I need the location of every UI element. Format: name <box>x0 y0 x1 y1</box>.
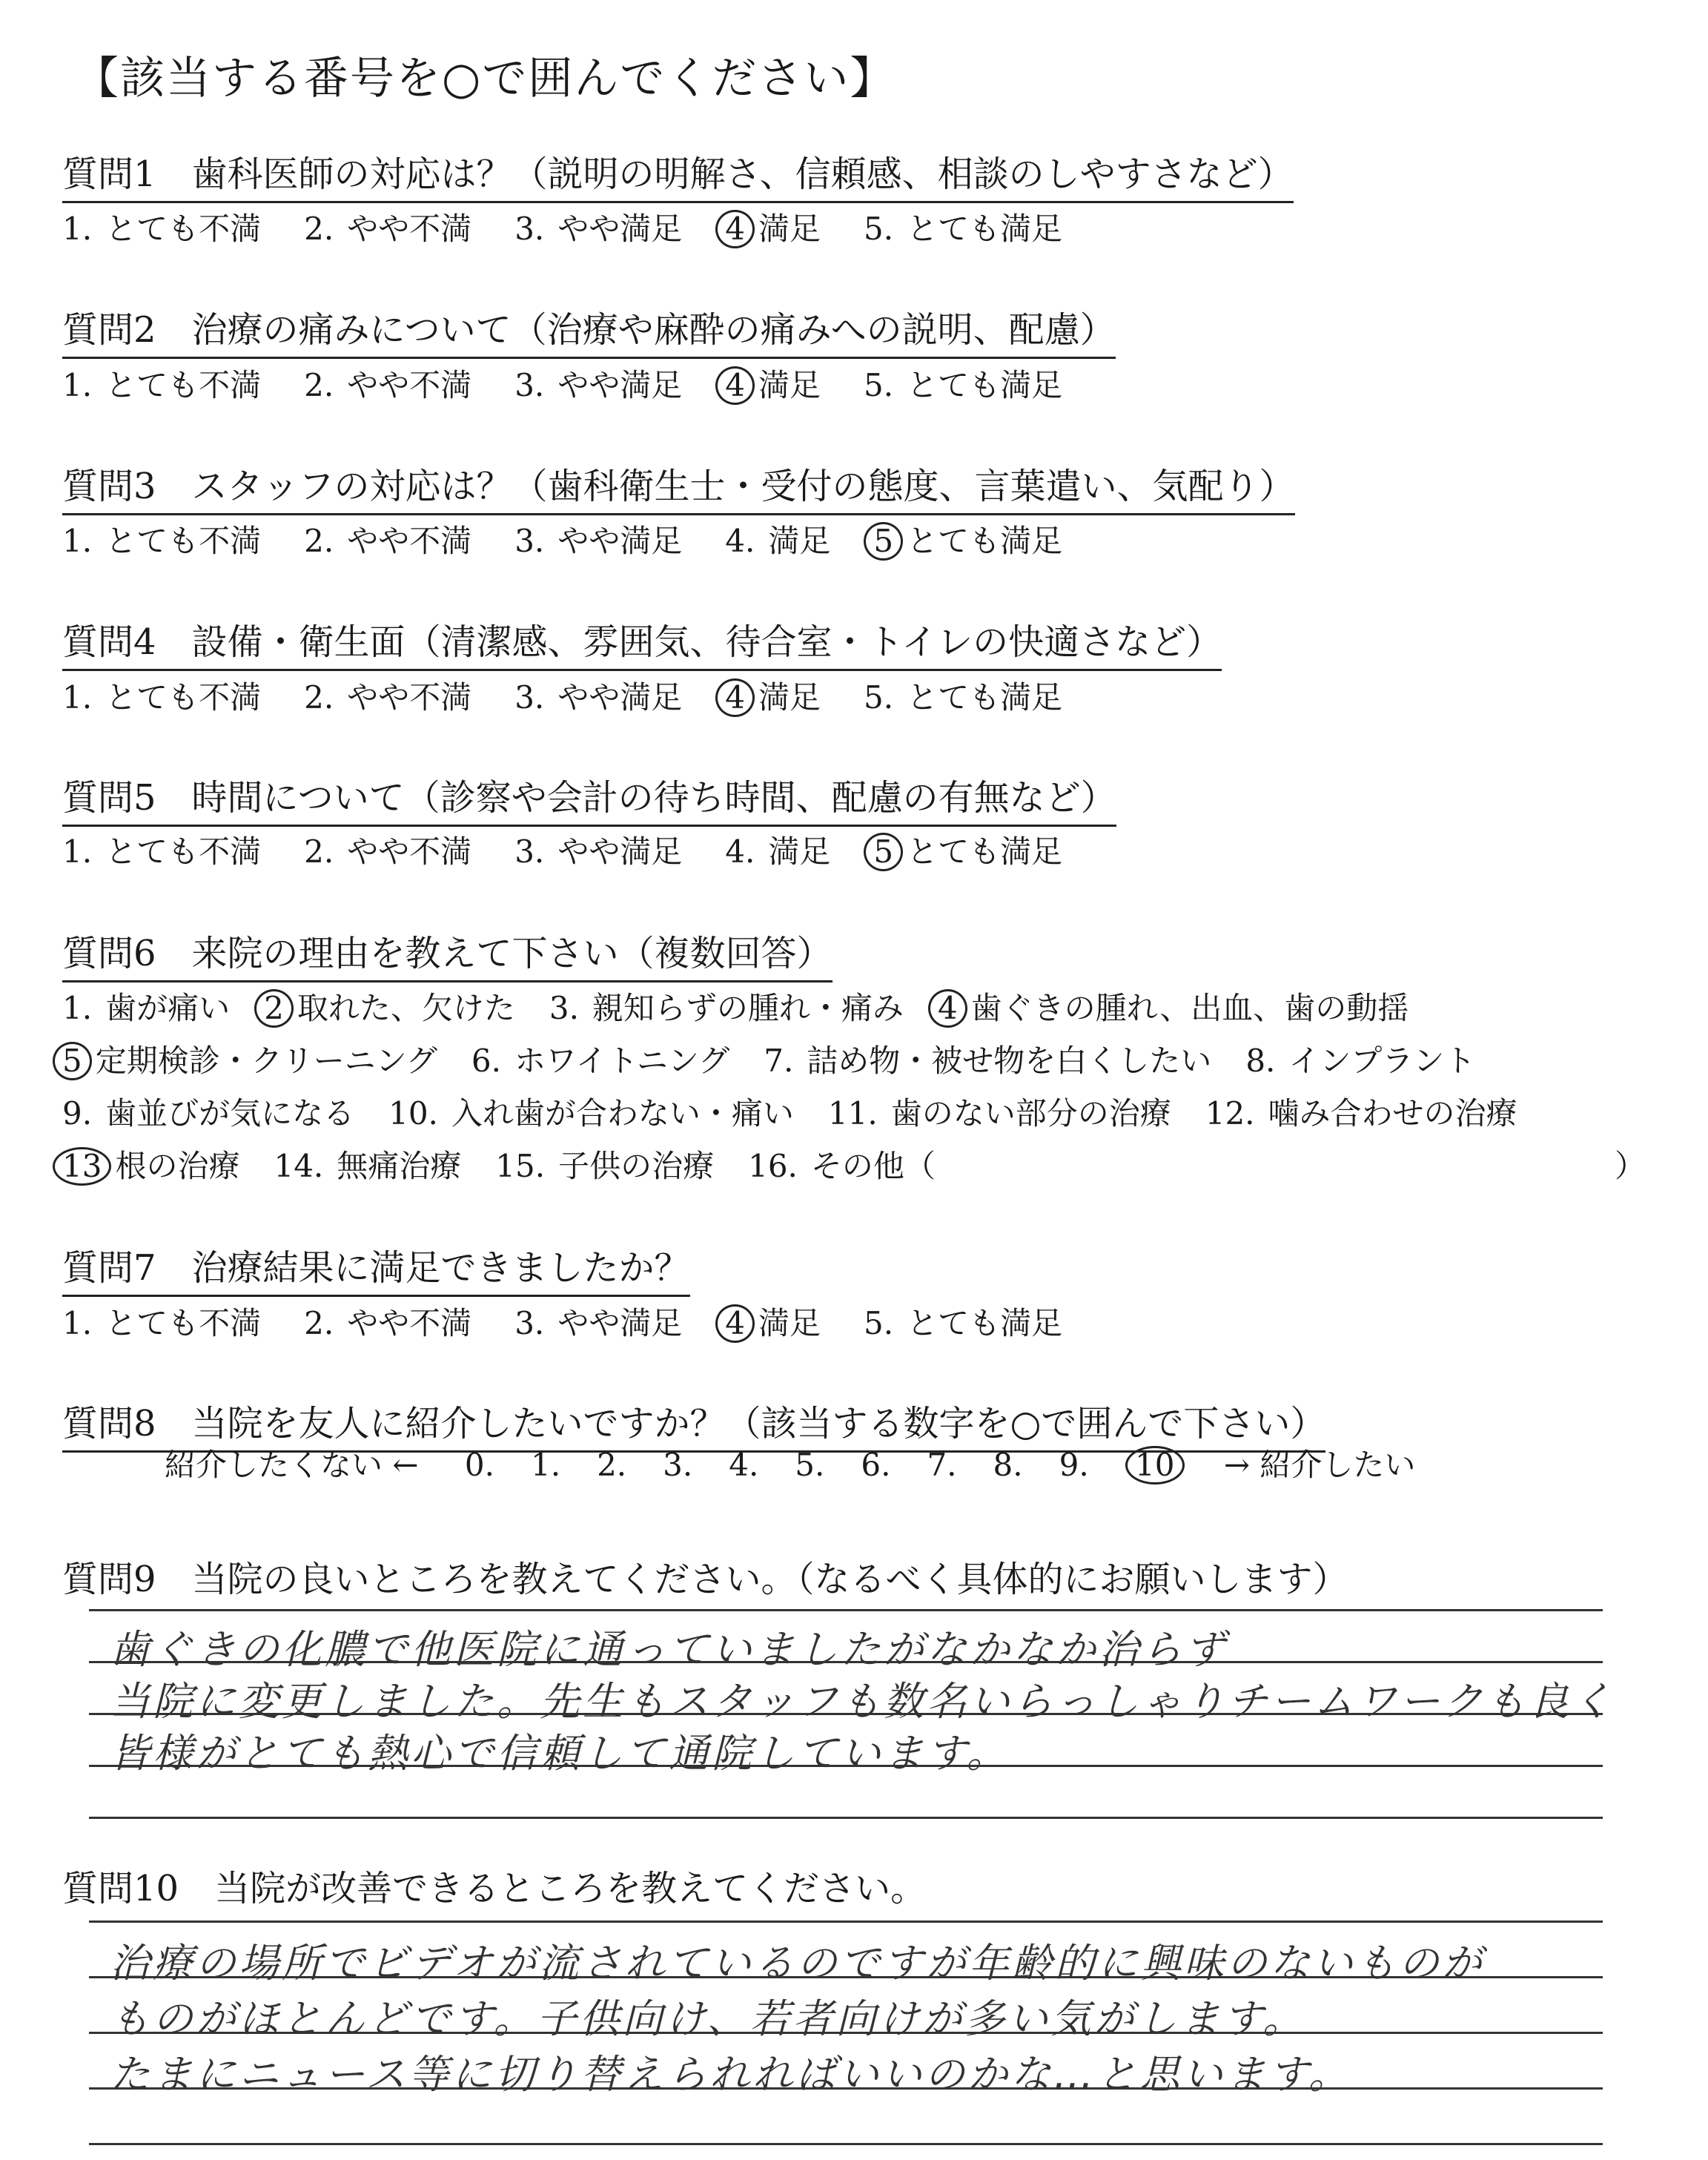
q2-option-1 <box>62 361 261 406</box>
question-10-label: 質問10 当院が改善できるところを教えてください。 <box>62 1868 927 1909</box>
q1-option-label: 満足 <box>758 211 821 247</box>
q3-option-label: とても満足 <box>907 523 1063 559</box>
q7-option-1 <box>62 1299 261 1344</box>
scale-left-label: 紹介したくない ← <box>165 1447 419 1483</box>
q6-option-number: 9. <box>62 1095 93 1132</box>
q6-option-2 <box>264 984 515 1028</box>
q5-option-label: 満足 <box>768 833 831 870</box>
q6-option-label: 無痛治療 <box>337 1148 462 1184</box>
question-6-options-row-3 <box>62 1089 1552 1134</box>
scale-number: 4. <box>729 1447 759 1483</box>
q6-option-number: 6. <box>471 1043 501 1079</box>
q7-option-number: 2. <box>304 1305 334 1341</box>
scale-number: 1. <box>530 1447 561 1483</box>
q1-option-label: やや不満 <box>347 211 472 247</box>
q6-option-11 <box>828 1089 1171 1134</box>
q4-option-label: 満足 <box>758 679 821 716</box>
question-6-options-row-4 <box>62 1142 970 1186</box>
q6-option-number: 12. <box>1205 1095 1255 1132</box>
q5-option-1 <box>62 828 261 872</box>
q6-option-number: 15. <box>495 1148 546 1184</box>
q9-handwritten-line-2: 当院に変更しました。先生もスタッフも数名いらっしゃりチームワークも良く <box>110 1678 1615 1725</box>
q6-option-number: 10. <box>388 1095 438 1132</box>
q6-option-5 <box>62 1037 437 1081</box>
q10-handwritten-line-3: たまにニュース等に切り替えられればいいのかな…と思います。 <box>110 2051 1351 2098</box>
q7-option-3 <box>514 1299 682 1344</box>
question-8-scale <box>165 1441 1452 1485</box>
question-7-options <box>62 1299 1105 1344</box>
q3-option-1 <box>62 517 261 561</box>
q6-option-label: 歯並びが気になる <box>105 1095 355 1132</box>
question-2-label: 質問2 治療の痛みについて（治療や麻酔の痛みへの説明、配慮） <box>62 301 1116 359</box>
q9-handwritten-line-3: 皆様がとても熱心で信頼して通院しています。 <box>110 1730 1010 1777</box>
q4-option-number: 3. <box>514 679 545 716</box>
scale-number: 6. <box>861 1447 891 1483</box>
question-4-label: 質問4 設備・衛生面（清潔感、雰囲気、待合室・トイレの快適さなど） <box>62 613 1222 671</box>
page-title: 【該当する番号を○で囲んでください】 <box>74 53 896 105</box>
q6-option-label: 歯のない部分の治療 <box>890 1095 1171 1132</box>
q5-option-number: 2. <box>304 833 334 870</box>
q3-option-label: 満足 <box>768 523 831 559</box>
q5-option-number: 4. <box>725 833 755 870</box>
q1-option-1 <box>62 205 261 249</box>
q5-option-label: やや満足 <box>557 833 683 870</box>
question-1-options <box>62 205 1105 249</box>
q5-option-3 <box>514 828 682 872</box>
q4-option-label: とても不満 <box>105 679 262 716</box>
q3-option-number: 2. <box>304 523 334 559</box>
q4-selected-circle: 4 <box>715 678 755 717</box>
q2-option-number: 3. <box>514 367 545 403</box>
q6-option-label: 根の治療 <box>115 1148 240 1184</box>
answer-line <box>89 2143 1603 2145</box>
q1-option-label: とても満足 <box>907 211 1063 247</box>
q6-option-label: 詰め物・被せ物を白くしたい <box>807 1043 1212 1079</box>
question-9-label: 質問9 当院の良いところを教えてください。（なるべく具体的にお願いします） <box>62 1559 1348 1600</box>
q5-option-4 <box>725 828 830 872</box>
scale-number: 7. <box>927 1447 957 1483</box>
q4-option-number: 5. <box>864 679 894 716</box>
q5-option-number: 1. <box>62 833 93 870</box>
q3-option-label: やや不満 <box>347 523 472 559</box>
q7-option-number: 5. <box>864 1305 894 1341</box>
q5-option-label: やや不満 <box>347 833 472 870</box>
q4-option-number: 1. <box>62 679 93 716</box>
q4-option-label: やや満足 <box>557 679 683 716</box>
q2-option-number: 5. <box>864 367 894 403</box>
q4-option-4 <box>725 673 821 718</box>
q6-option-number: 1. <box>62 990 93 1026</box>
scale-number: 9. <box>1059 1447 1089 1483</box>
question-6-options-row-1 <box>62 984 1443 1028</box>
q4-option-3 <box>514 673 682 718</box>
question-6-other-close: ） <box>1615 1148 1646 1184</box>
q2-option-number: 1. <box>62 367 93 403</box>
q1-option-number: 3. <box>514 211 545 247</box>
q6-option-12 <box>1205 1089 1517 1134</box>
scale-selected-10: 10 <box>1125 1446 1184 1484</box>
q6-option-number: 3. <box>549 990 579 1026</box>
q6-option-1 <box>62 984 230 1028</box>
q1-option-label: とても不満 <box>105 211 262 247</box>
q2-option-2 <box>304 361 471 406</box>
q6-option-number: 14. <box>274 1148 324 1184</box>
q6-option-16 <box>748 1142 936 1186</box>
q6-option-label: その他（ <box>810 1148 936 1184</box>
question-6-label: 質問6 来院の理由を教えて下さい（複数回答） <box>62 925 833 982</box>
q4-option-label: とても満足 <box>907 679 1063 716</box>
q6-option-number: 11. <box>827 1095 878 1132</box>
q5-option-5 <box>873 828 1062 872</box>
question-1-label: 質問1 歯科医師の対応は？（説明の明解さ、信頼感、相談のしやすさなど） <box>62 145 1294 203</box>
q6-option-label: 取れた、欠けた <box>297 990 515 1026</box>
q6-option-label: 定期検診・クリーニング <box>95 1043 437 1079</box>
q6-option-3 <box>549 984 904 1028</box>
question-5-options <box>62 828 1105 872</box>
q1-option-3 <box>514 205 682 249</box>
q9-handwritten-line-1: 歯ぐきの化膿で他医院に通っていましたがなかなか治らず <box>110 1626 1228 1673</box>
scale-number: 8. <box>993 1447 1023 1483</box>
q3-option-5 <box>873 517 1062 561</box>
q6-option-13 <box>62 1142 239 1186</box>
q10-handwritten-line-2: ものがほとんどです。子供向け、若者向けが多い気がします。 <box>110 1995 1306 2042</box>
q7-option-number: 1. <box>62 1305 93 1341</box>
q7-option-2 <box>304 1299 471 1344</box>
question-3-options <box>62 517 1105 561</box>
answer-line <box>89 1609 1603 1611</box>
q5-option-label: とても不満 <box>105 833 262 870</box>
q1-option-number: 1. <box>62 211 93 247</box>
q1-option-5 <box>864 205 1062 249</box>
q7-option-label: とても満足 <box>907 1305 1063 1341</box>
q5-option-label: とても満足 <box>907 833 1063 870</box>
q6-option-label: 子供の治療 <box>558 1148 715 1184</box>
answer-line <box>89 1817 1603 1819</box>
q6-option-label: 親知らずの腫れ・痛み <box>592 990 904 1026</box>
q6-option-15 <box>495 1142 714 1186</box>
q7-option-label: 満足 <box>758 1305 821 1341</box>
question-5-label: 質問5 時間について（診察や会計の待ち時間、配慮の有無など） <box>62 769 1116 827</box>
q6-option-label: 歯が痛い <box>105 990 231 1026</box>
q3-option-4 <box>725 517 830 561</box>
q2-option-label: とても満足 <box>907 367 1063 403</box>
question-2-options <box>62 361 1105 406</box>
scale-right-label: → 紹介したい <box>1223 1447 1416 1483</box>
answer-line <box>89 1920 1603 1923</box>
q3-option-3 <box>514 517 682 561</box>
q6-selected-circle: 13 <box>53 1147 111 1186</box>
q1-selected-circle: 4 <box>715 210 755 248</box>
q1-option-number: 5. <box>864 211 894 247</box>
q7-option-label: やや満足 <box>557 1305 683 1341</box>
q6-option-label: 入れ歯が合わない・痛い <box>451 1095 794 1132</box>
q6-option-14 <box>274 1142 461 1186</box>
q6-option-number: 7. <box>764 1043 794 1079</box>
q7-option-5 <box>864 1299 1062 1344</box>
q10-handwritten-line-1: 治療の場所でビデオが流されているのですが年齢的に興味のないものが <box>110 1940 1485 1986</box>
q2-option-label: とても不満 <box>105 367 262 403</box>
q4-option-label: やや不満 <box>347 679 472 716</box>
scale-number: 2. <box>597 1447 627 1483</box>
q3-option-number: 1. <box>62 523 93 559</box>
q1-option-number: 2. <box>304 211 334 247</box>
q6-option-6 <box>471 1037 729 1081</box>
q6-option-label: 噛み合わせの治療 <box>1268 1095 1517 1132</box>
q3-option-label: やや満足 <box>557 523 683 559</box>
q6-selected-circle: 2 <box>254 989 294 1028</box>
q1-option-4 <box>725 205 821 249</box>
question-7-label: 質問7 治療結果に満足できましたか？ <box>62 1239 690 1297</box>
q3-selected-circle: 5 <box>864 522 903 561</box>
q6-option-4 <box>938 984 1409 1028</box>
q6-option-8 <box>1245 1037 1475 1081</box>
q2-option-label: やや満足 <box>557 367 683 403</box>
q1-option-label: やや満足 <box>557 211 683 247</box>
q6-option-label: ホワイトニング <box>514 1043 730 1079</box>
q2-selected-circle: 4 <box>715 366 755 405</box>
q4-option-1 <box>62 673 261 718</box>
q7-selected-circle: 4 <box>715 1304 755 1343</box>
q6-option-label: 歯ぐきの腫れ、出血、歯の動揺 <box>970 990 1409 1026</box>
q6-selected-circle: 5 <box>53 1042 92 1080</box>
q3-option-number: 4. <box>725 523 755 559</box>
q6-option-10 <box>388 1089 794 1134</box>
q6-option-number: 8. <box>1245 1043 1276 1079</box>
q7-option-label: とても不満 <box>105 1305 262 1341</box>
scale-number: 3. <box>663 1447 693 1483</box>
q6-option-7 <box>764 1037 1211 1081</box>
q3-option-label: とても不満 <box>105 523 262 559</box>
q5-option-number: 3. <box>514 833 545 870</box>
q5-option-2 <box>304 828 471 872</box>
q2-option-4 <box>725 361 821 406</box>
question-8-label: 質問8 当院を友人に紹介したいですか？（該当する数字を○で囲んで下さい） <box>62 1395 1325 1453</box>
q7-option-label: やや不満 <box>347 1305 472 1341</box>
q4-option-number: 2. <box>304 679 334 716</box>
question-4-options <box>62 673 1105 718</box>
q2-option-label: やや不満 <box>347 367 472 403</box>
q6-option-number: 16. <box>748 1148 798 1184</box>
q6-option-label: インプラント <box>1288 1043 1476 1079</box>
q6-option-9 <box>62 1089 354 1134</box>
q5-selected-circle: 5 <box>864 833 903 871</box>
q3-option-2 <box>304 517 471 561</box>
q7-option-4 <box>725 1299 821 1344</box>
q4-option-2 <box>304 673 471 718</box>
q7-option-number: 3. <box>514 1305 545 1341</box>
q1-option-2 <box>304 205 471 249</box>
question-3-label: 質問3 スタッフの対応は？（歯科衛生士・受付の態度、言葉遣い、気配り） <box>62 458 1295 515</box>
q2-option-number: 2. <box>304 367 334 403</box>
q2-option-3 <box>514 361 682 406</box>
q2-option-label: 満足 <box>758 367 821 403</box>
scale-number: 0. <box>464 1447 494 1483</box>
q4-option-5 <box>864 673 1062 718</box>
scale-number: 5. <box>795 1447 825 1483</box>
q3-option-number: 3. <box>514 523 545 559</box>
q2-option-5 <box>864 361 1062 406</box>
question-6-options-row-2 <box>62 1037 1509 1081</box>
q6-selected-circle: 4 <box>928 989 967 1028</box>
